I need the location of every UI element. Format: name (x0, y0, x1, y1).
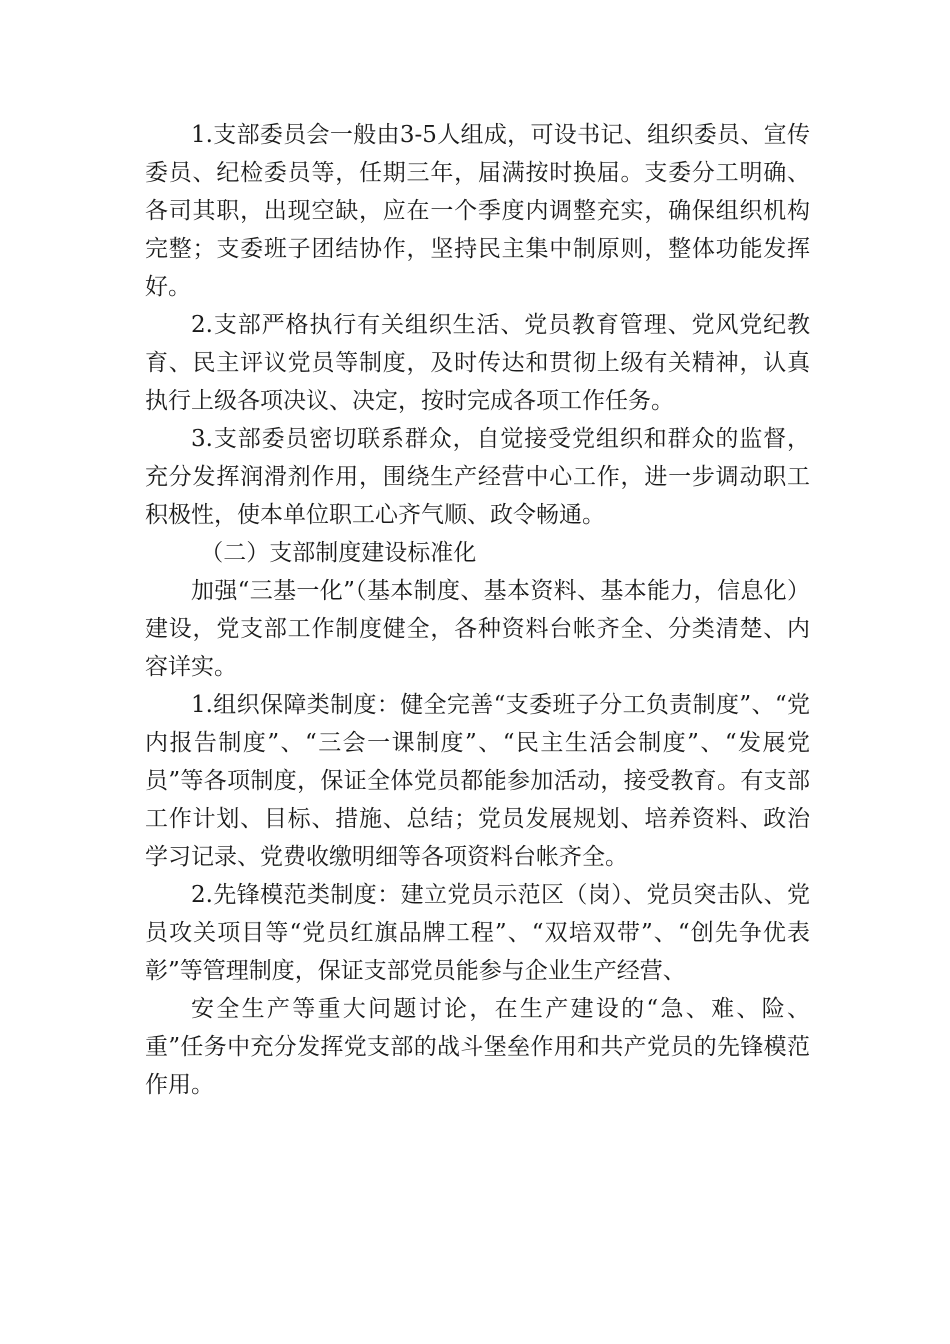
paragraph-three-basics: 加强“三基一化”（基本制度、基本资料、基本能力，信息化）建设，党支部工作制度健全，各种资料台帐齐全、分类清楚、内容详实。 (145, 578, 810, 680)
paragraph-organizational-guarantee: 1.组织保障类制度：健全完善“支委班子分工负责制度”、“党内报告制度”、“三会一课制度”、“民主生活会制度”、“发展党员”等各项制度，保证全体党员都能参加活动，接受教育。有支部工作计划、目标、措施、总结；党员发展规划、培养资料、政治学习记录、党费收缴明细等各项资料台帐齐全。 (145, 692, 810, 870)
paragraph-safety-production: 安全生产等重大问题讨论，在生产建设的“急、难、险、重”任务中充分发挥党支部的战斗堡垒作用和共产党员的先锋模范作用。 (145, 996, 810, 1098)
paragraph-strict-execution: 2.支部严格执行有关组织生活、党员教育管理、党风党纪教育、民主评议党员等制度，及时传达和贯彻上级有关精神，认真执行上级各项决议、决定，按时完成各项工作任务。 (145, 312, 810, 414)
section-heading-system-standardization: （二）支部制度建设标准化 (200, 540, 477, 566)
paragraph-branch-committee: 1.支部委员会一般由3-5人组成，可设书记、组织委员、宣传委员、纪检委员等，任期三年，届满按时换届。支委分工明确、各司其职，出现空缺，应在一个季度内调整充实，确保组织机构完整；支委班子团结协作，坚持民主集中制原则，整体功能发挥好。 (145, 122, 810, 300)
document-page (145, 116, 810, 1104)
paragraph-contact-masses: 3.支部委员密切联系群众，自觉接受党组织和群众的监督，充分发挥润滑剂作用，围绕生产经营中心工作，进一步调动职工积极性，使本单位职工心齐气顺、政令畅通。 (145, 426, 810, 528)
paragraph-vanguard-model: 2.先锋模范类制度：建立党员示范区（岗）、党员突击队、党员攻关项目等“党员红旗品牌工程”、“双培双带”、“创先争优表彰”等管理制度，保证支部党员能参与企业生产经营、 (145, 882, 810, 984)
